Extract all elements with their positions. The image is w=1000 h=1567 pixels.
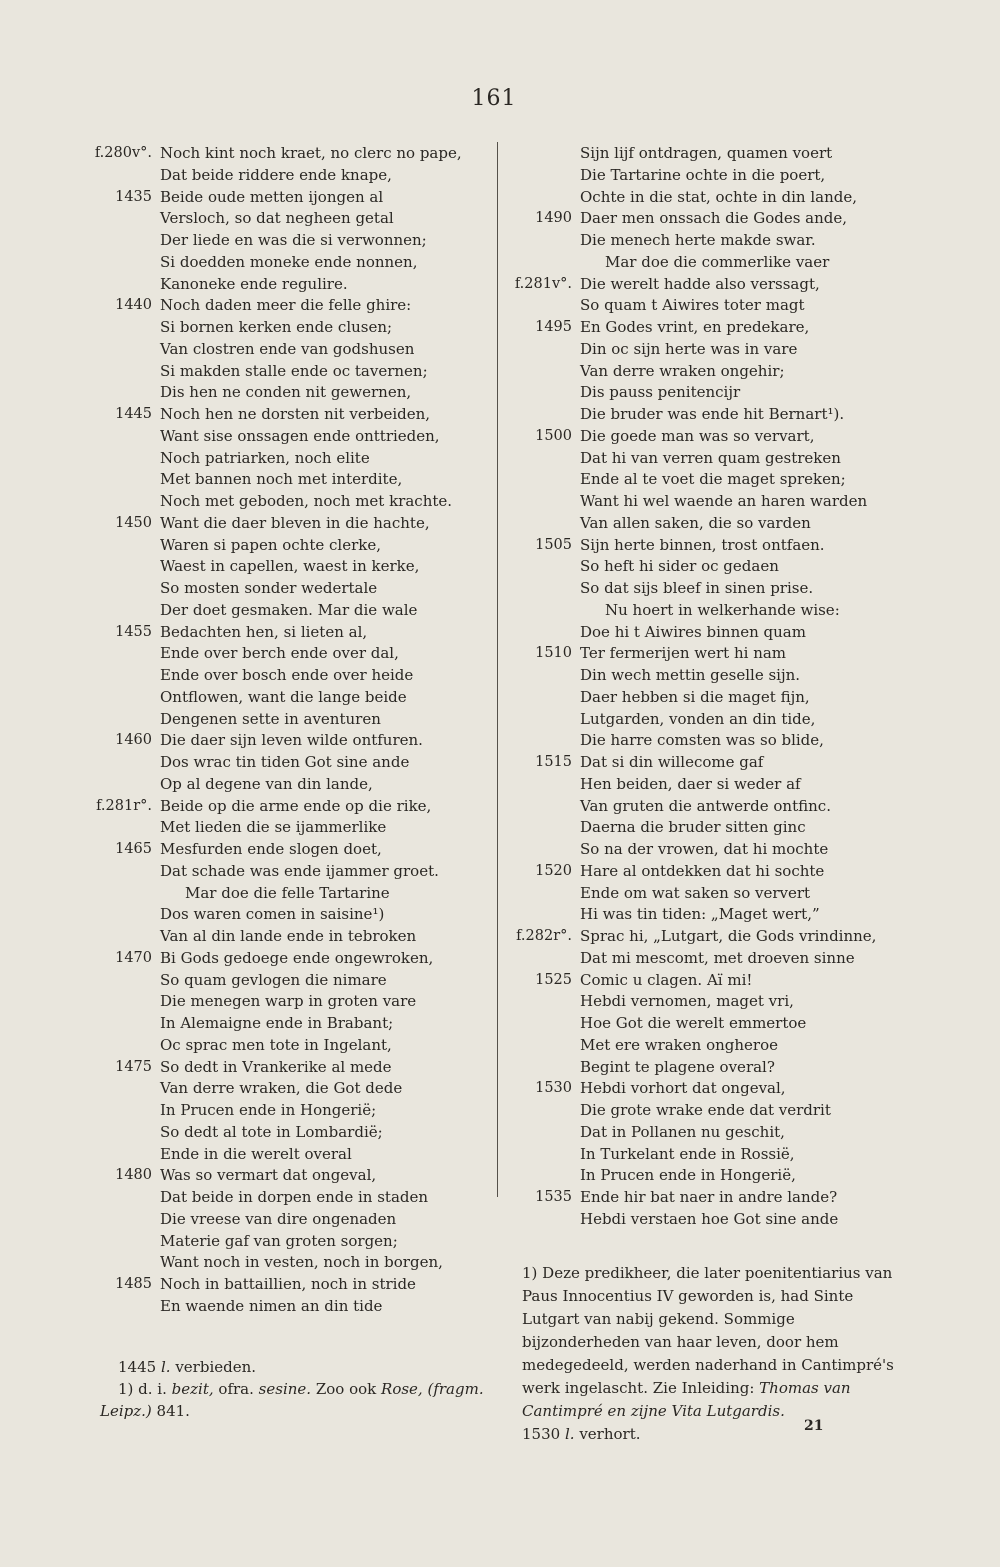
verse-text: Noch in battaillien, noch in stride bbox=[160, 1275, 416, 1293]
verse-text: Die grote wrake ende dat verdrit bbox=[580, 1101, 831, 1119]
verse-line bbox=[80, 1252, 490, 1274]
signature-number: 21 bbox=[804, 1418, 824, 1434]
verse-text: Mar doe die commerlike vaer bbox=[605, 252, 830, 271]
verse-text: Daer men onssach die Godes ande, bbox=[580, 209, 848, 228]
verse-text: Hoe Got die werelt emmertoe bbox=[580, 1014, 807, 1032]
verse-line bbox=[510, 469, 985, 491]
verse-text: Hi was tin tiden: „Maget wert,” bbox=[580, 905, 820, 924]
verse-line bbox=[510, 165, 985, 187]
footnote-part: ofra. bbox=[218, 1380, 254, 1398]
verse-line bbox=[510, 339, 985, 361]
line-marker: f.280v°. bbox=[94, 145, 152, 161]
line-marker: 1470 bbox=[115, 949, 152, 966]
verse-text: Die bruder was ende hit Bernart¹). bbox=[580, 405, 845, 423]
verse-text: Begint te plagene overal? bbox=[580, 1057, 775, 1076]
verse-line bbox=[510, 1078, 985, 1100]
verse-line bbox=[510, 839, 985, 861]
verse-text: So mosten sonder wedertale bbox=[160, 579, 378, 597]
verse-text: Dat beide in dorpen ende in staden bbox=[160, 1188, 429, 1206]
verse-text: Dis pauss penitencijr bbox=[580, 383, 741, 402]
verse-line bbox=[510, 1209, 985, 1231]
variant-text: verhort. bbox=[579, 1425, 641, 1443]
verse-line bbox=[510, 970, 985, 992]
verse-text: Van derre wraken ongehir; bbox=[580, 361, 785, 380]
verse-line bbox=[510, 143, 985, 165]
verse-line bbox=[510, 1165, 985, 1187]
verse-line bbox=[80, 469, 490, 491]
verse-text: Die Tartarine ochte in die poert, bbox=[580, 165, 826, 184]
verse-text: Want hi wel waende an haren warden bbox=[580, 492, 868, 510]
variant-line-number: 1530 bbox=[522, 1425, 561, 1443]
verse-text: Met ere wraken ongheroe bbox=[580, 1035, 778, 1054]
variant-abbr: l. bbox=[564, 1425, 575, 1443]
verse-line bbox=[510, 687, 985, 709]
verse-text: Hare al ontdekken dat hi sochte bbox=[580, 861, 825, 880]
verse-text: Lutgarden, vonden an din tide, bbox=[580, 709, 816, 728]
verse-line bbox=[80, 535, 490, 557]
verse-line bbox=[80, 861, 490, 883]
verse-line bbox=[80, 1274, 490, 1296]
verse-line bbox=[510, 948, 985, 970]
footnote-italic: Thomas van Cantimpré en zijne Vita Lutgardis. bbox=[522, 1379, 851, 1420]
verse-text: Materie gaf van groten sorgen; bbox=[160, 1231, 398, 1250]
verse-text: Sprac hi, „Lutgart, die Gods vrindinne, bbox=[580, 927, 877, 945]
verse-text: Der doet gesmaken. Mar die wale bbox=[160, 600, 418, 619]
verse-text: Dat in Pollanen nu geschit, bbox=[580, 1122, 785, 1141]
verse-text: Noch hen ne dorsten nit verbeiden, bbox=[160, 405, 431, 423]
verse-line bbox=[510, 926, 985, 948]
verse-line bbox=[80, 991, 490, 1013]
verse-line bbox=[80, 339, 490, 361]
verse-line bbox=[80, 904, 490, 926]
verse-line bbox=[510, 1057, 985, 1079]
verse-line bbox=[510, 361, 985, 383]
verse-text: Dos wrac tin tiden Got sine ande bbox=[160, 753, 410, 771]
verse-line bbox=[80, 578, 490, 600]
verse-text: Ende om wat saken so ververt bbox=[580, 883, 811, 902]
verse-text: Van clostren ende van godshusen bbox=[160, 339, 415, 358]
variant-line-number: 1445 bbox=[118, 1358, 157, 1376]
verse-line bbox=[510, 317, 985, 339]
verse-line bbox=[510, 883, 985, 905]
footnote-part: Rose, bbox=[381, 1380, 423, 1398]
verse-line bbox=[80, 295, 490, 317]
variant-reading-right bbox=[522, 1423, 912, 1446]
verse-line bbox=[80, 165, 490, 187]
verse-text: Die menegen warp in groten vare bbox=[160, 992, 417, 1011]
verse-text: Van derre wraken, die Got dede bbox=[160, 1079, 403, 1098]
verse-line bbox=[80, 817, 490, 839]
verse-text: Din wech mettin geselle sijn. bbox=[580, 666, 801, 684]
verse-text: Oc sprac men tote in Ingelant, bbox=[160, 1035, 392, 1054]
verse-line bbox=[80, 513, 490, 535]
verse-line bbox=[510, 622, 985, 644]
line-marker: 1525 bbox=[535, 971, 572, 988]
variant-abbr: l. bbox=[160, 1358, 171, 1376]
verse-text: Sijn herte binnen, trost ontfaen. bbox=[580, 535, 825, 554]
line-marker: f.281v°. bbox=[514, 275, 572, 292]
verse-text: Van allen saken, die so varden bbox=[580, 513, 811, 532]
footnote-part: 1) d. i. bbox=[118, 1380, 167, 1398]
verse-line bbox=[80, 600, 490, 622]
line-marker: 1465 bbox=[115, 841, 152, 857]
verse-text: Kanoneke ende regulire. bbox=[160, 274, 348, 293]
verse-line bbox=[510, 535, 985, 557]
footnote-part: sesine. bbox=[258, 1380, 312, 1398]
verse-line bbox=[510, 774, 985, 796]
verse-text: Die daer sijn leven wilde ontfuren. bbox=[160, 731, 423, 750]
verse-text: Daerna die bruder sitten ginc bbox=[580, 818, 806, 837]
verse-text: Doe hi t Aiwires binnen quam bbox=[580, 622, 806, 641]
line-marker: 1440 bbox=[115, 297, 152, 314]
line-marker: 1450 bbox=[115, 514, 152, 531]
verse-text: Ende al te voet die maget spreken; bbox=[580, 470, 846, 489]
verse-text: Dat mi mescomt, met droeven sinne bbox=[580, 948, 855, 967]
verse-text: So dedt in Vrankerike al mede bbox=[160, 1057, 392, 1076]
verse-text: Ende over berch ende over dal, bbox=[160, 644, 399, 663]
verse-line bbox=[80, 1100, 490, 1122]
verse-line bbox=[510, 1187, 985, 1209]
verse-line bbox=[80, 1231, 490, 1253]
verse-text: Met lieden die se ijammerlike bbox=[160, 818, 387, 837]
footnote-part: (fragm. bbox=[427, 1380, 484, 1398]
footnote-right bbox=[522, 1262, 912, 1423]
verse-line bbox=[510, 643, 985, 665]
verse-line bbox=[510, 208, 985, 230]
footnote-left bbox=[100, 1378, 495, 1400]
verse-text: So quam gevlogen die nimare bbox=[160, 970, 387, 989]
verse-line bbox=[80, 839, 490, 861]
right-notes bbox=[522, 1262, 912, 1446]
footnote-left-cont bbox=[100, 1400, 495, 1422]
verse-text: Noch daden meer die felle ghire: bbox=[160, 296, 412, 315]
verse-line bbox=[80, 665, 490, 687]
verse-text: Die harre comsten was so blide, bbox=[580, 731, 824, 750]
verse-text: So heft hi sider oc gedaen bbox=[580, 557, 779, 576]
verse-line bbox=[510, 252, 985, 274]
line-marker: 1490 bbox=[535, 210, 572, 227]
verse-line bbox=[80, 448, 490, 470]
verse-line bbox=[510, 1144, 985, 1166]
verse-line bbox=[510, 904, 985, 926]
line-marker: 1495 bbox=[535, 319, 572, 335]
verse-line bbox=[510, 448, 985, 470]
verse-text: Van gruten die antwerde ontfinc. bbox=[580, 796, 831, 815]
verse-line bbox=[80, 1296, 490, 1318]
verse-text: Was so vermart dat ongeval, bbox=[160, 1166, 377, 1185]
verse-text: Die vreese van dire ongenaden bbox=[160, 1209, 397, 1228]
verse-text: Dos waren comen in saisine¹) bbox=[160, 905, 385, 924]
verse-text: Der liede en was die si verwonnen; bbox=[160, 231, 427, 249]
verse-line bbox=[80, 230, 490, 252]
page-number: 161 bbox=[471, 86, 517, 111]
line-marker: 1455 bbox=[115, 623, 152, 640]
verse-line bbox=[80, 1209, 490, 1231]
verse-line bbox=[80, 143, 490, 165]
verse-line bbox=[80, 643, 490, 665]
verse-line bbox=[510, 817, 985, 839]
line-marker: 1505 bbox=[535, 536, 572, 553]
verse-text: En waende nimen an din tide bbox=[160, 1296, 383, 1315]
variant-text: verbieden. bbox=[175, 1358, 257, 1376]
verse-line bbox=[80, 709, 490, 731]
line-marker: f.282r°. bbox=[516, 928, 572, 944]
verse-line bbox=[510, 230, 985, 252]
line-marker: 1520 bbox=[535, 862, 572, 879]
verse-line bbox=[80, 730, 490, 752]
verse-line bbox=[80, 1122, 490, 1144]
verse-line bbox=[510, 861, 985, 883]
verse-text: Ende in die werelt overal bbox=[160, 1144, 352, 1163]
verse-text: Want sise onssagen ende onttrieden, bbox=[160, 426, 440, 445]
line-marker: 1535 bbox=[535, 1189, 572, 1205]
verse-line bbox=[510, 578, 985, 600]
verse-line bbox=[80, 883, 490, 905]
verse-line bbox=[80, 1187, 490, 1209]
verse-text: Comic u clagen. Aï mi! bbox=[580, 970, 753, 989]
verse-line bbox=[510, 730, 985, 752]
verse-line bbox=[510, 274, 985, 296]
verse-line bbox=[510, 491, 985, 513]
verse-text: Hebdi verstaen hoe Got sine ande bbox=[580, 1209, 839, 1228]
verse-text: In Alemaigne ende in Brabant; bbox=[160, 1014, 394, 1032]
verse-text: Beide oude metten ijongen al bbox=[160, 187, 384, 206]
verse-text: So na der vrowen, dat hi mochte bbox=[580, 840, 829, 858]
verse-text: Ontflowen, want die lange beide bbox=[160, 687, 407, 706]
verse-line bbox=[510, 404, 985, 426]
verse-text: Daer hebben si die maget fijn, bbox=[580, 687, 810, 706]
verse-text: Ende over bosch ende over heide bbox=[160, 666, 414, 684]
line-marker: 1480 bbox=[115, 1167, 152, 1184]
verse-text: Dat beide riddere ende knape, bbox=[160, 165, 392, 184]
line-marker: 1485 bbox=[115, 1276, 152, 1292]
verse-text: Die goede man was so vervart, bbox=[580, 426, 815, 445]
line-marker: 1445 bbox=[115, 406, 152, 422]
verse-text: Dengenen sette in aventuren bbox=[160, 709, 381, 728]
verse-line bbox=[510, 1035, 985, 1057]
verse-text: Waest in capellen, waest in kerke, bbox=[160, 557, 420, 576]
verse-line bbox=[510, 187, 985, 209]
line-marker: f.281r°. bbox=[96, 797, 152, 814]
verse-line bbox=[510, 382, 985, 404]
verse-text: In Turkelant ende in Rossië, bbox=[580, 1144, 795, 1163]
footnote-text: 1) Deze predikheer, die later poenitentiarius van Paus Innocentius IV geworden is, had Sinte Lutgart van nabij gekend. Sommige bijzonderheden van haar leven, door hem medegedeeld, werden naderhand in Cantimpré's werk ingelascht. Zie Inleiding: bbox=[522, 1264, 894, 1397]
verse-line bbox=[80, 1013, 490, 1035]
verse-line bbox=[510, 426, 985, 448]
verse-text: Want noch in vesten, noch in borgen, bbox=[160, 1253, 443, 1272]
verse-text: Hebdi vorhort dat ongeval, bbox=[580, 1079, 786, 1098]
line-marker: 1475 bbox=[115, 1058, 152, 1075]
verse-text: Hen beiden, daer si weder af bbox=[580, 774, 801, 793]
verse-line bbox=[80, 1144, 490, 1166]
verse-text: Noch met geboden, noch met krachte. bbox=[160, 492, 453, 510]
verse-text: So dedt al tote in Lombardië; bbox=[160, 1122, 383, 1141]
footnote-part: 841. bbox=[156, 1402, 190, 1420]
verse-line bbox=[80, 622, 490, 644]
verse-text: Sijn lijf ontdragen, quamen voert bbox=[580, 144, 833, 162]
verse-text: In Prucen ende in Hongerië; bbox=[160, 1101, 377, 1119]
verse-line bbox=[80, 252, 490, 274]
line-marker: 1510 bbox=[535, 645, 572, 662]
verse-text: Si doedden moneke ende nonnen, bbox=[160, 252, 418, 271]
verse-line bbox=[510, 752, 985, 774]
verse-line bbox=[80, 1078, 490, 1100]
verse-line bbox=[80, 948, 490, 970]
verse-line bbox=[510, 1013, 985, 1035]
verse-line bbox=[80, 208, 490, 230]
verse-line bbox=[80, 491, 490, 513]
verse-text: Die werelt hadde also verssagt, bbox=[580, 274, 820, 293]
verse-text: Hebdi vernomen, maget vri, bbox=[580, 992, 794, 1011]
verse-text: So quam t Aiwires toter magt bbox=[580, 296, 805, 315]
left-column bbox=[80, 143, 490, 1318]
footnote-part: bezit, bbox=[171, 1380, 214, 1398]
verse-text: Noch kint noch kraet, no clerc no pape, bbox=[160, 144, 462, 162]
verse-line bbox=[510, 709, 985, 731]
verse-line bbox=[510, 513, 985, 535]
left-notes bbox=[100, 1356, 495, 1422]
verse-text: Met bannen noch met interdite, bbox=[160, 470, 403, 489]
verse-line bbox=[80, 774, 490, 796]
verse-line bbox=[80, 796, 490, 818]
verse-text: In Prucen ende in Hongerië, bbox=[580, 1166, 796, 1185]
verse-line bbox=[80, 1035, 490, 1057]
verse-line bbox=[80, 361, 490, 383]
verse-line bbox=[80, 556, 490, 578]
column-divider bbox=[497, 142, 498, 1197]
verse-text: Dat schade was ende ijammer groet. bbox=[160, 861, 439, 880]
verse-text: Ter fermerijen wert hi nam bbox=[580, 644, 787, 663]
verse-line bbox=[510, 1122, 985, 1144]
footnote-part: Leipz.) bbox=[100, 1402, 152, 1420]
verse-text: Dat si din willecome gaf bbox=[580, 753, 764, 771]
verse-line bbox=[80, 274, 490, 296]
verse-text: Op al degene van din lande, bbox=[160, 774, 373, 793]
verse-line bbox=[80, 687, 490, 709]
verse-line bbox=[80, 382, 490, 404]
verse-text: Van al din lande ende in tebroken bbox=[160, 927, 417, 945]
verse-text: Din oc sijn herte was in vare bbox=[580, 339, 798, 358]
verse-line bbox=[510, 991, 985, 1013]
verse-text: Ochte in die stat, ochte in din lande, bbox=[580, 187, 858, 206]
verse-text: Bi Gods gedoege ende ongewroken, bbox=[160, 948, 434, 967]
footnote-part: Zoo ook bbox=[315, 1380, 377, 1398]
verse-line bbox=[80, 404, 490, 426]
verse-line bbox=[510, 1100, 985, 1122]
line-marker: 1500 bbox=[535, 427, 572, 444]
verse-line bbox=[80, 752, 490, 774]
verse-line bbox=[80, 1057, 490, 1079]
verse-text: Bedachten hen, si lieten al, bbox=[160, 622, 368, 641]
verse-text: Beide op die arme ende op die rike, bbox=[160, 796, 432, 815]
verse-line bbox=[80, 1165, 490, 1187]
line-marker: 1435 bbox=[115, 188, 152, 205]
verse-text: Mar doe die felle Tartarine bbox=[185, 883, 390, 902]
variant-reading-left bbox=[100, 1356, 495, 1378]
right-column bbox=[510, 143, 985, 1231]
line-marker: 1530 bbox=[535, 1080, 572, 1097]
verse-line bbox=[510, 600, 985, 622]
line-marker: 1460 bbox=[115, 732, 152, 749]
verse-line bbox=[80, 426, 490, 448]
verse-text: Nu hoert in welkerhande wise: bbox=[605, 600, 840, 619]
verse-text: Mesfurden ende slogen doet, bbox=[160, 840, 382, 858]
verse-text: Noch patriarken, noch elite bbox=[160, 448, 370, 467]
verse-text: So dat sijs bleef in sinen prise. bbox=[580, 579, 814, 597]
verse-text: Want die daer bleven in die hachte, bbox=[160, 513, 430, 532]
verse-line bbox=[80, 317, 490, 339]
verse-text: Dat hi van verren quam gestreken bbox=[580, 448, 841, 467]
verse-text: Waren si papen ochte clerke, bbox=[160, 535, 381, 554]
verse-line bbox=[510, 665, 985, 687]
verse-text: Dis hen ne conden nit gewernen, bbox=[160, 383, 412, 402]
verse-line bbox=[80, 970, 490, 992]
verse-text: En Godes vrint, en predekare, bbox=[580, 318, 810, 336]
verse-text: Versloch, so dat negheen getal bbox=[160, 209, 394, 228]
verse-line bbox=[510, 295, 985, 317]
verse-text: Die menech herte makde swar. bbox=[580, 231, 816, 249]
verse-text: Si bornen kerken ende clusen; bbox=[160, 318, 393, 336]
verse-text: Si makden stalle ende oc tavernen; bbox=[160, 361, 428, 380]
verse-line bbox=[80, 926, 490, 948]
verse-line bbox=[510, 796, 985, 818]
verse-line bbox=[510, 556, 985, 578]
line-marker: 1515 bbox=[535, 754, 572, 770]
verse-line bbox=[80, 187, 490, 209]
verse-text: Ende hir bat naer in andre lande? bbox=[580, 1188, 838, 1206]
